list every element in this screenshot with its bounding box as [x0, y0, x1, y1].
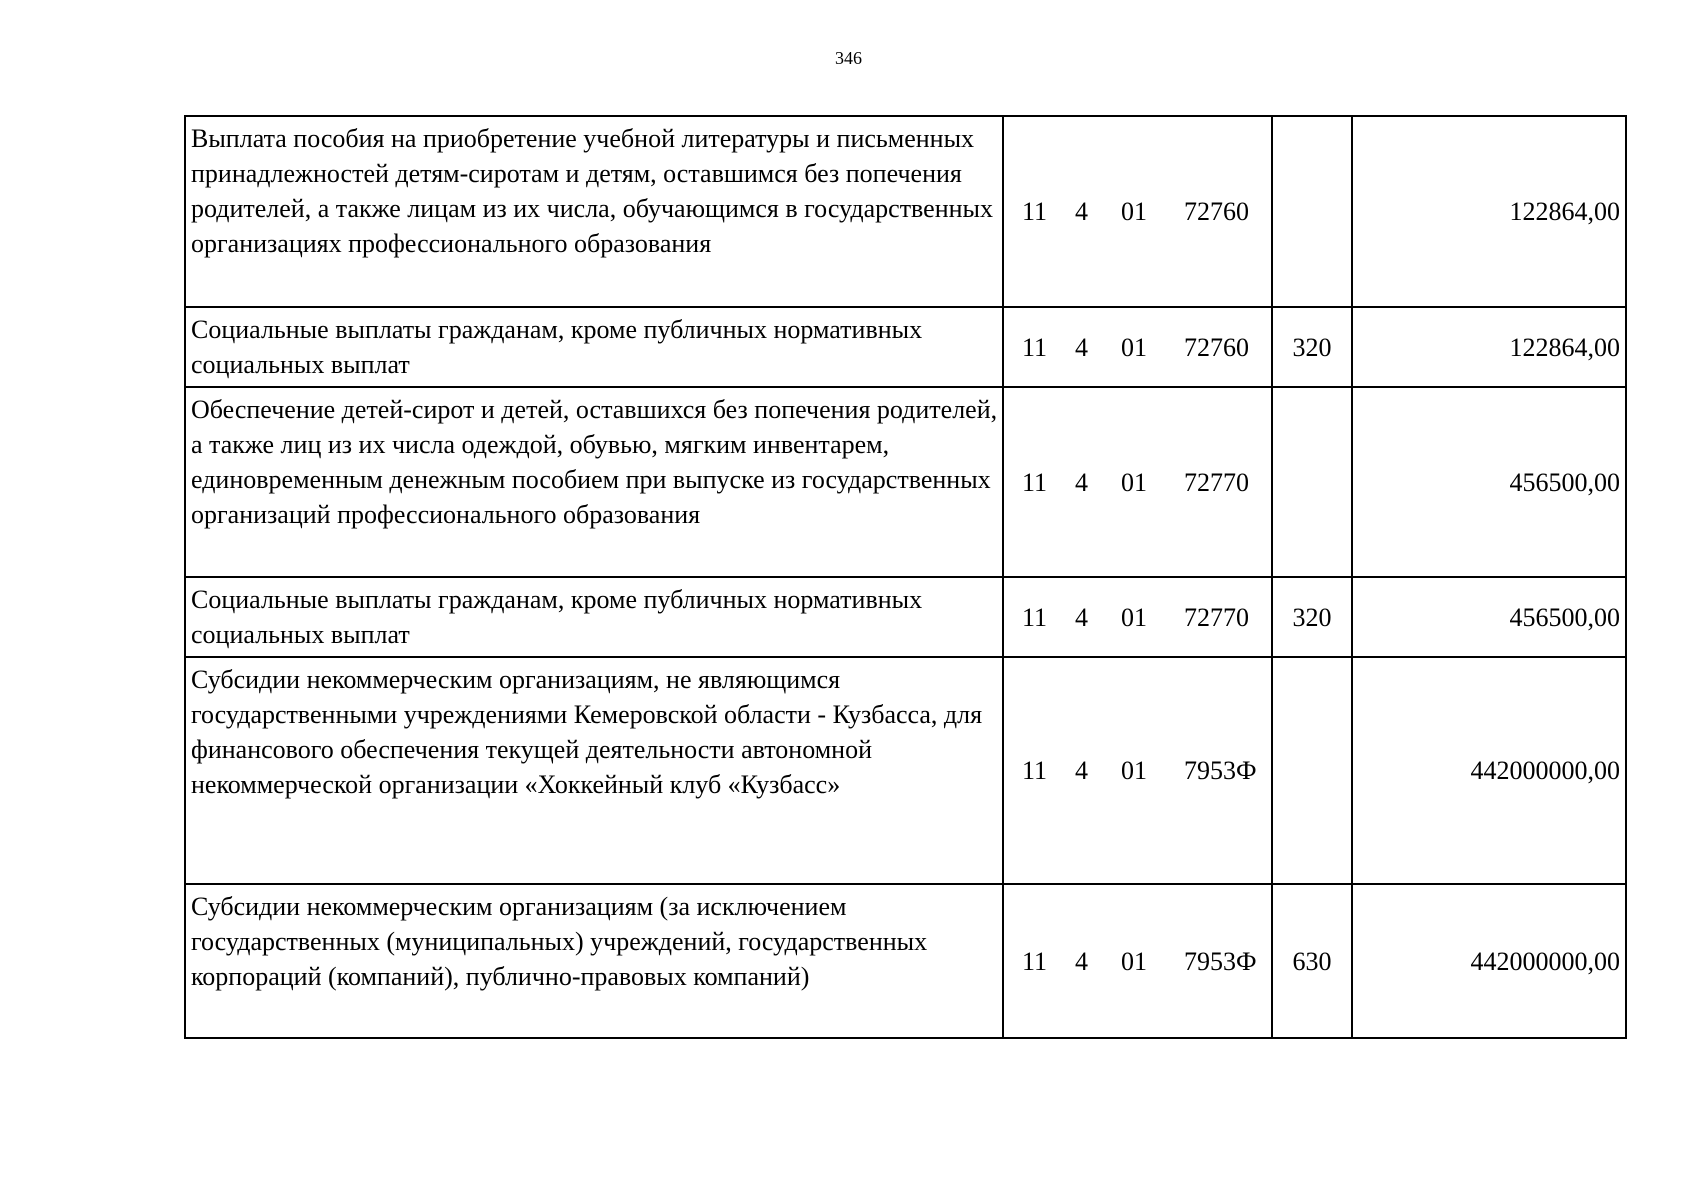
classification-code — [1003, 116, 1272, 307]
code-program: 11 — [1022, 197, 1048, 226]
classification-code — [1003, 657, 1272, 884]
row-description: Обеспечение детей-сирот и детей, оставшихся без попечения родителей, а также лиц из их числа одеждой, обувью, мягким инвентарем, единовременным денежным пособием при выпуске из государственных организаций профессионального образования — [185, 387, 1003, 577]
table-row — [185, 387, 1626, 577]
table-row — [185, 307, 1626, 387]
table-row — [185, 657, 1626, 884]
code-subprogram: 4 — [1075, 332, 1088, 362]
code-event: 01 — [1121, 197, 1147, 226]
table-row — [185, 884, 1626, 1038]
budget-table — [184, 115, 1627, 1039]
code-event: 01 — [1121, 602, 1147, 632]
code-direction: 72760 — [1184, 197, 1249, 226]
table-row — [185, 116, 1626, 307]
amount: 456500,00 — [1352, 387, 1626, 577]
table-row — [185, 577, 1626, 657]
code-subprogram: 4 — [1075, 467, 1088, 497]
code-event: 01 — [1121, 467, 1147, 497]
code-direction: 7953Ф — [1184, 946, 1257, 976]
row-description: Социальные выплаты гражданам, кроме публичных нормативных социальных выплат — [185, 577, 1003, 657]
code-direction: 72770 — [1184, 467, 1249, 497]
row-description: Субсидии некоммерческим организациям, не являющимся государственными учреждениями Кемеровской области - Кузбасса, для финансового обеспечения текущей деятельности автономной некоммерческой организации «Хоккейный клуб «Кузбасс» — [185, 657, 1003, 884]
expense-type-code: 630 — [1272, 884, 1352, 1038]
code-program: 11 — [1022, 946, 1048, 976]
code-direction: 72770 — [1184, 602, 1249, 632]
expense-type-code: 320 — [1272, 307, 1352, 387]
amount: 442000000,00 — [1352, 884, 1626, 1038]
expense-type-code: 320 — [1272, 577, 1352, 657]
code-program: 11 — [1022, 602, 1048, 632]
code-subprogram: 4 — [1075, 197, 1088, 226]
amount: 122864,00 — [1352, 116, 1626, 307]
row-description: Субсидии некоммерческим организациям (за исключением государственных (муниципальных) учреждений, государственных корпораций (компаний), публично-правовых компаний) — [185, 884, 1003, 1038]
code-program: 11 — [1022, 756, 1048, 785]
row-description: Выплата пособия на приобретение учебной литературы и письменных принадлежностей детям-сиротам и детям, оставшимся без попечения родителей, а также лицам из их числа, обучающимся в государственных организациях профессионального образования — [185, 116, 1003, 307]
code-program: 11 — [1022, 332, 1048, 362]
page-number: 346 — [835, 48, 862, 68]
expense-type-code — [1272, 657, 1352, 884]
code-event: 01 — [1121, 756, 1147, 785]
amount: 456500,00 — [1352, 577, 1626, 657]
amount: 122864,00 — [1352, 307, 1626, 387]
code-event: 01 — [1121, 946, 1147, 976]
expense-type-code — [1272, 116, 1352, 307]
code-subprogram: 4 — [1075, 946, 1088, 976]
code-program: 11 — [1022, 467, 1048, 497]
classification-code — [1003, 387, 1272, 577]
classification-code — [1003, 307, 1272, 387]
row-description: Социальные выплаты гражданам, кроме публичных нормативных социальных выплат — [185, 307, 1003, 387]
code-event: 01 — [1121, 332, 1147, 362]
code-direction: 72760 — [1184, 332, 1249, 362]
code-subprogram: 4 — [1075, 756, 1088, 785]
classification-code — [1003, 884, 1272, 1038]
code-subprogram: 4 — [1075, 602, 1088, 632]
expense-type-code — [1272, 387, 1352, 577]
code-direction: 7953Ф — [1184, 756, 1257, 785]
amount: 442000000,00 — [1352, 657, 1626, 884]
classification-code — [1003, 577, 1272, 657]
